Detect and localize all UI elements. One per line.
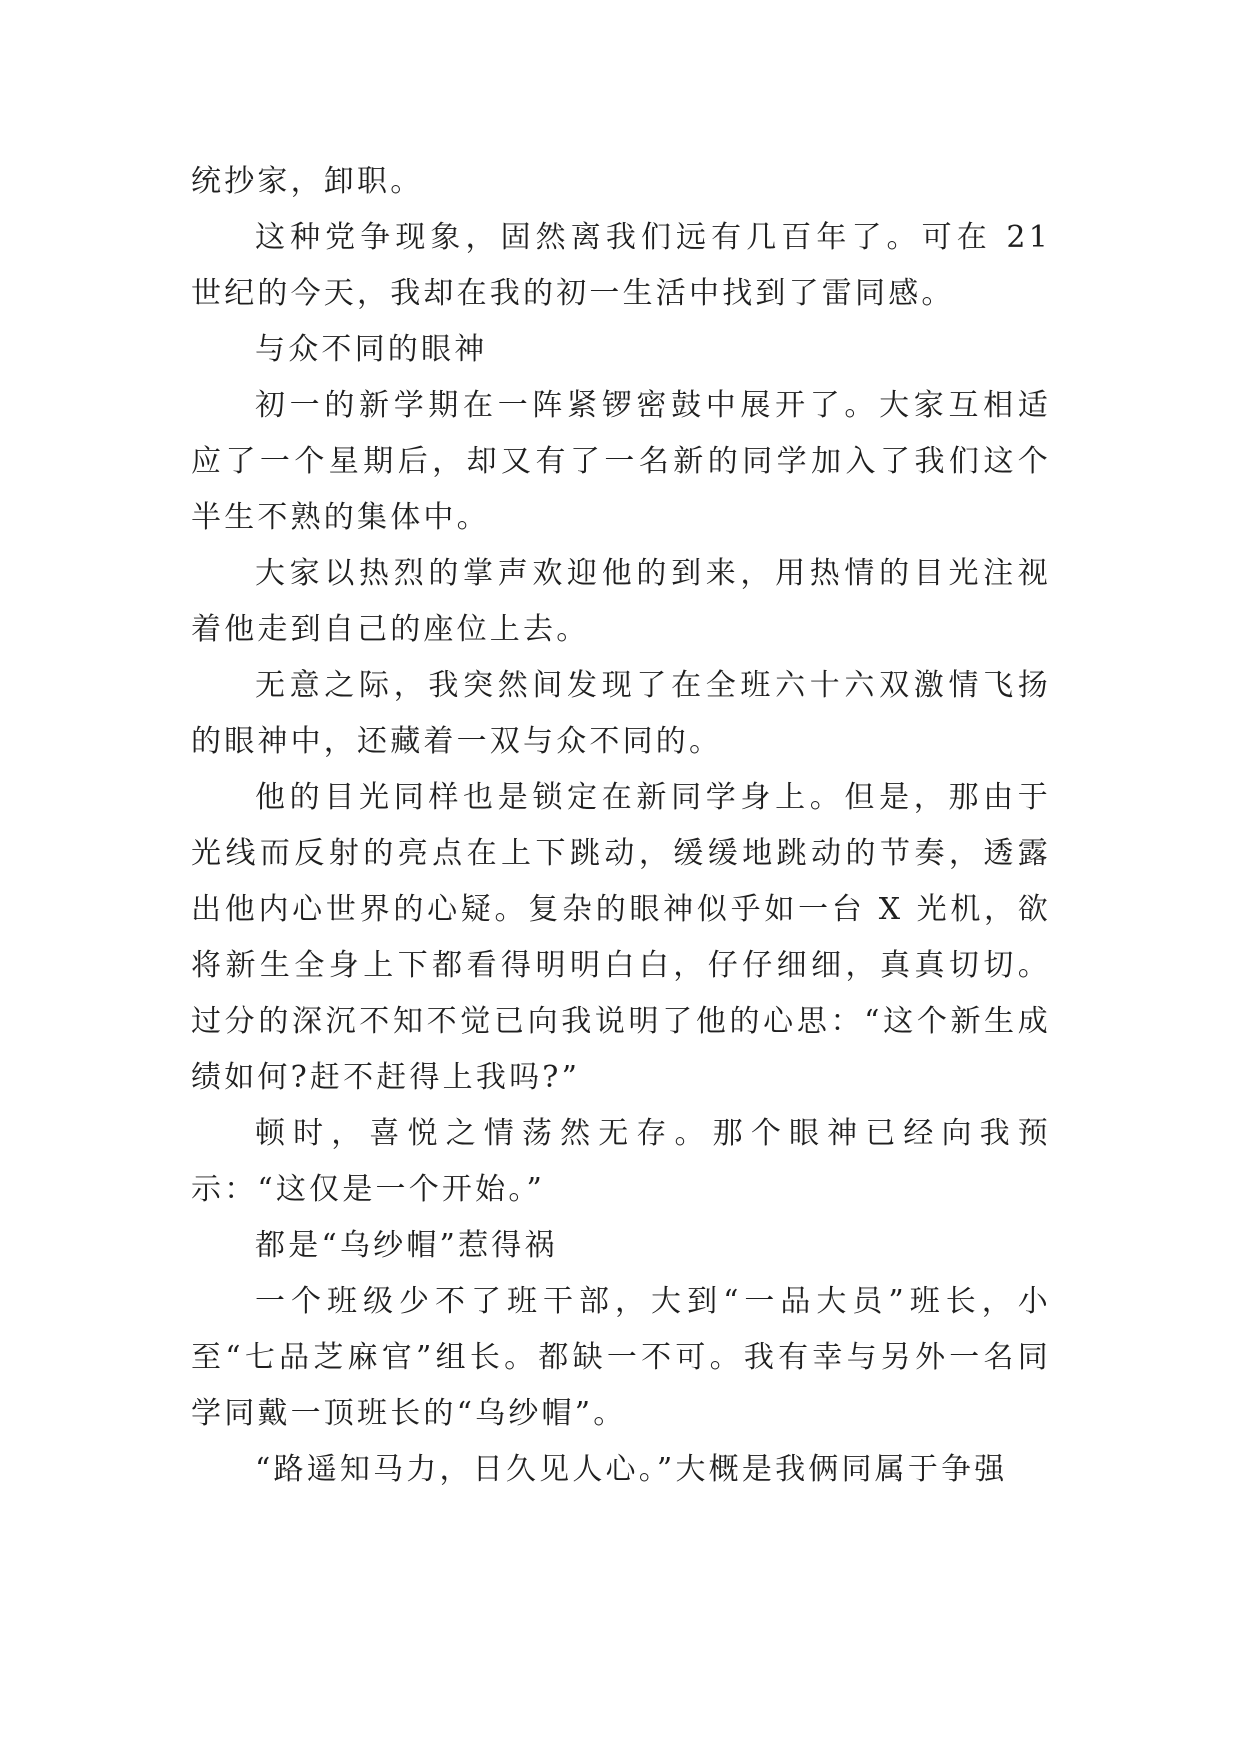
paragraph: 这种党争现象，固然离我们远有几百年了。可在 21 世纪的今天，我却在我的初一生活中找到了雷同感。 — [191, 220, 1051, 311]
paragraph: 顿时，喜悦之情荡然无存。那个眼神已经向我预示：“这仅是一个开始。” — [191, 1116, 1051, 1207]
section-heading: 与众不同的眼神 — [255, 332, 488, 367]
paragraph: “路遥知马力，日久见人心。”大概是我俩同属于争强 — [255, 1452, 1008, 1487]
paragraph: 一个班级少不了班干部，大到“一品大员”班长，小至“七品芝麻官”组长。都缺一不可。我有幸与另外一名同学同戴一顶班长的“乌纱帽”。 — [191, 1284, 1051, 1431]
paragraph: 初一的新学期在一阵紧锣密鼓中展开了。大家互相适应了一个星期后，却又有了一名新的同学加入了我们这个半生不熟的集体中。 — [191, 388, 1051, 535]
paragraph: 无意之际，我突然间发现了在全班六十六双激情飞扬的眼神中，还藏着一双与众不同的。 — [191, 668, 1051, 759]
document-body — [191, 154, 1051, 1498]
paragraph: 他的目光同样也是锁定在新同学身上。但是，那由于光线而反射的亮点在上下跳动，缓缓地跳动的节奏，透露出他内心世界的心疑。复杂的眼神似乎如一台 X 光机，欲将新生全身上下都看得明明白白，仔仔细细，真真切切。过分的深沉不知不觉已向我说明了他的心思：“这个新生成绩如何?赶不赶得上我吗?” — [191, 780, 1051, 1095]
paragraph: 统抄家，卸职。 — [191, 164, 424, 199]
paragraph: 大家以热烈的掌声欢迎他的到来，用热情的目光注视着他走到自己的座位上去。 — [191, 556, 1051, 647]
section-heading: 都是“乌纱帽”惹得祸 — [255, 1228, 558, 1263]
